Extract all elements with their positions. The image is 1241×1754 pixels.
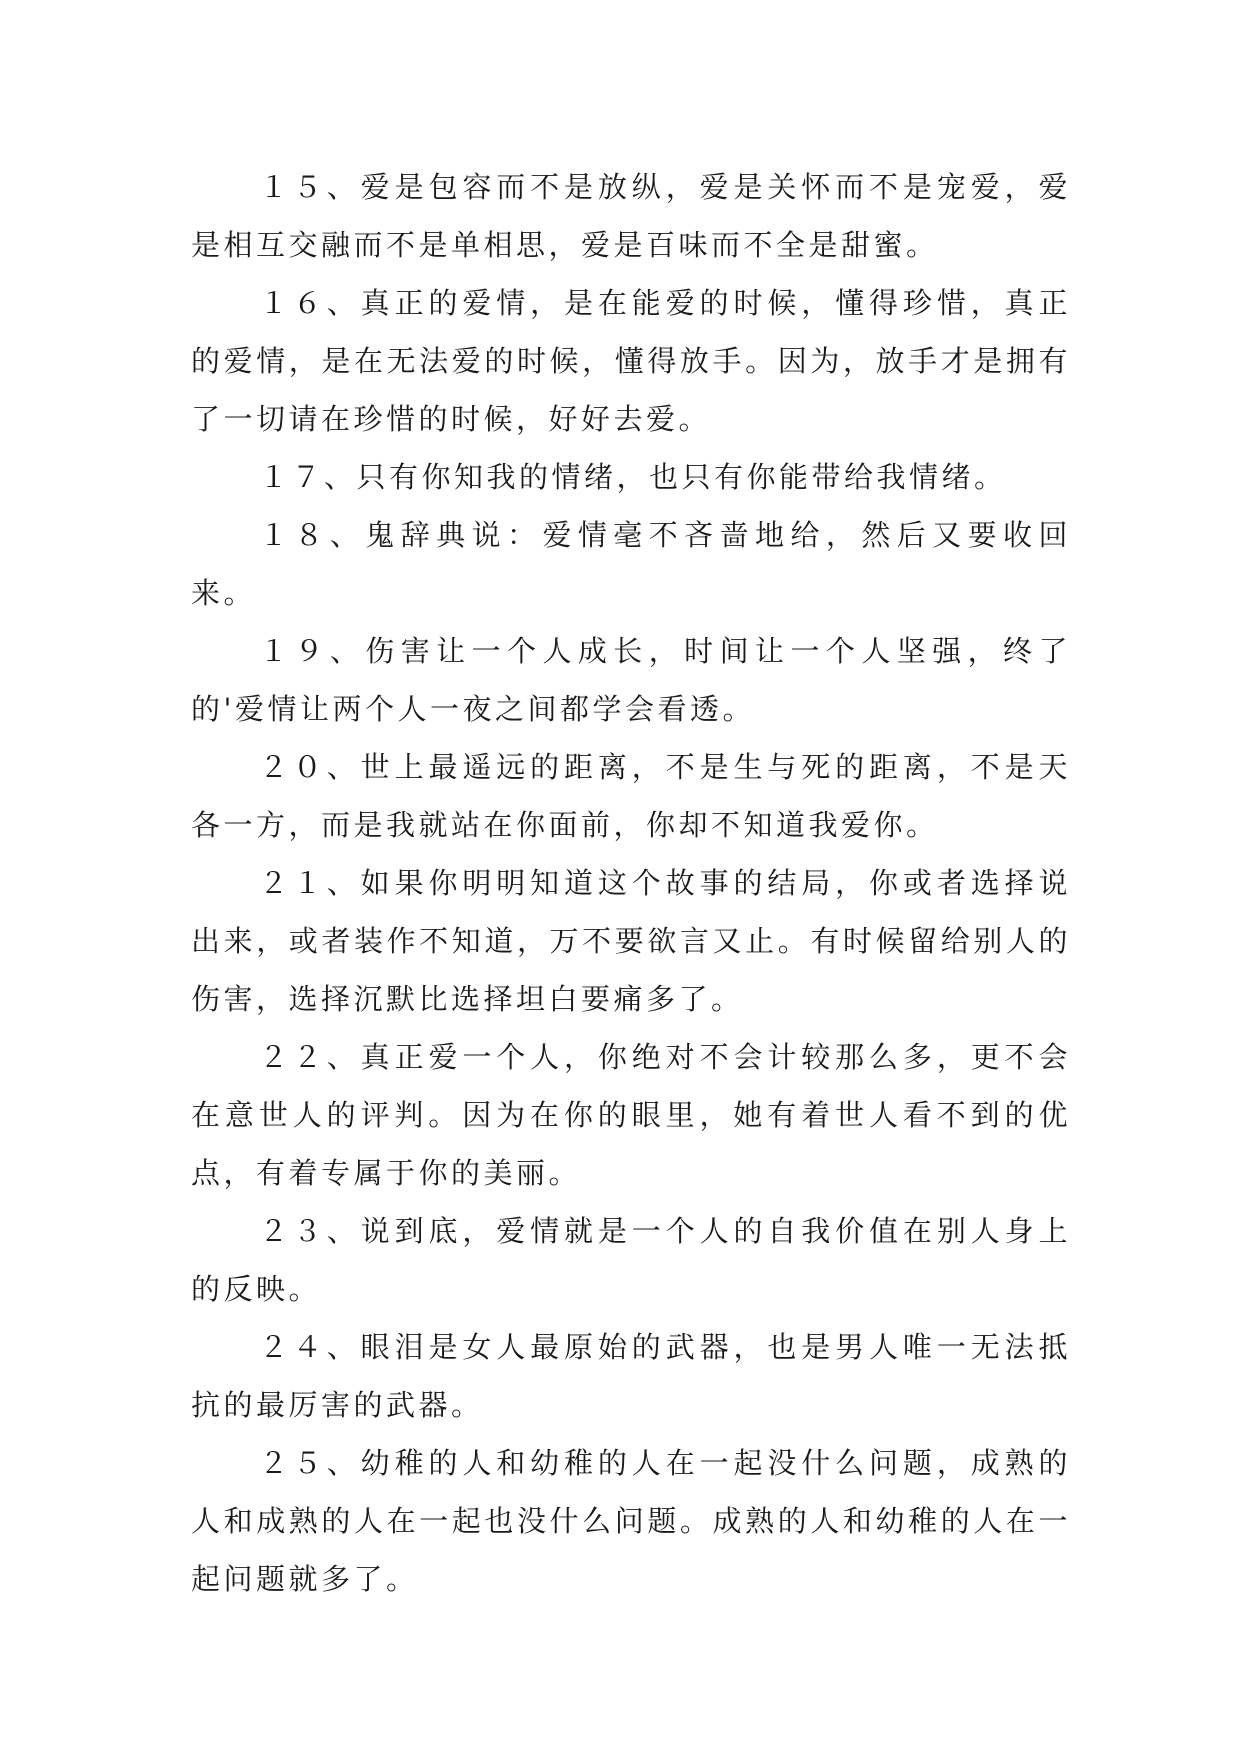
document-body xyxy=(191,158,1071,1608)
paragraph-19: １９、伤害让一个人成长，时间让一个人坚强，终了的'爱情让两个人一夜之间都学会看透。 xyxy=(191,634,1071,726)
paragraph-22: ２２、真正爱一个人，你绝对不会计较那么多，更不会在意世人的评判。因为在你的眼里，她有着世人看不到的优点，有着专属于你的美丽。 xyxy=(191,1040,1071,1190)
paragraph-17: １７、只有你知我的情绪，也只有你能带给我情绪。 xyxy=(259,460,1007,494)
paragraph-25: ２５、幼稚的人和幼稚的人在一起没什么问题，成熟的人和成熟的人在一起也没什么问题。成熟的人和幼稚的人在一起问题就多了。 xyxy=(191,1446,1071,1596)
paragraph-23: ２３、说到底，爱情就是一个人的自我价值在别人身上的反映。 xyxy=(191,1214,1071,1306)
paragraph-16: １６、真正的爱情，是在能爱的时候，懂得珍惜，真正的爱情，是在无法爱的时候，懂得放手。因为，放手才是拥有了一切请在珍惜的时候，好好去爱。 xyxy=(191,286,1071,436)
paragraph-18: １８、鬼辞典说：爱情毫不吝啬地给，然后又要收回来。 xyxy=(191,518,1071,610)
paragraph-20: ２０、世上最遥远的距离，不是生与死的距离，不是天各一方，而是我就站在你面前，你却不知道我爱你。 xyxy=(191,750,1071,842)
paragraph-15: １５、爱是包容而不是放纵，爱是关怀而不是宠爱，爱是相互交融而不是单相思，爱是百味而不全是甜蜜。 xyxy=(191,170,1071,262)
paragraph-24: ２４、眼泪是女人最原始的武器，也是男人唯一无法抵抗的最厉害的武器。 xyxy=(191,1330,1071,1422)
paragraph-21: ２１、如果你明明知道这个故事的结局，你或者选择说出来，或者装作不知道，万不要欲言又止。有时候留给别人的伤害，选择沉默比选择坦白要痛多了。 xyxy=(191,866,1071,1016)
